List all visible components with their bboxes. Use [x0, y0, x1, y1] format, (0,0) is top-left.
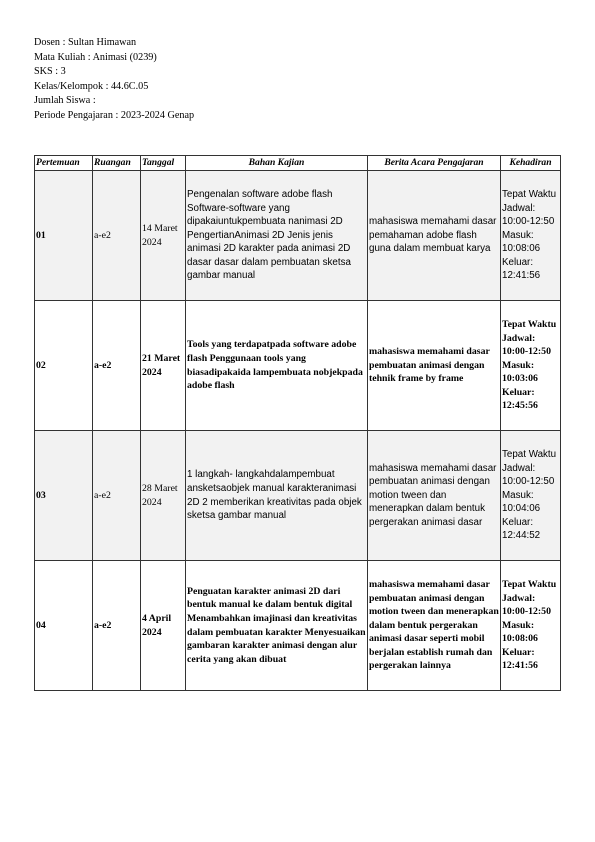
- cell-berita-acara: mahasiswa memahami dasar pembuatan animasi dengan motion tween dan menerapkan dalam bentuk pergerakan animasi dasar: [368, 431, 501, 561]
- cell-tanggal: 4 April 2024: [141, 561, 186, 691]
- cell-bahan-kajian: 1 langkah- langkahdalampembuat ansketsaobjek manual karakteranimasi 2D 2 memberikan kreativitas pada objek sketsa gambar manual: [186, 431, 368, 561]
- cell-pertemuan: 04: [35, 561, 93, 691]
- col-header-ruangan: Ruangan: [93, 156, 141, 171]
- col-header-tanggal: Tanggal: [141, 156, 186, 171]
- cell-kehadiran: Tepat Waktu Jadwal: 10:00-12:50 Masuk: 10:08:06 Keluar: 12:41:56: [501, 561, 561, 691]
- course-info: [34, 36, 194, 124]
- col-header-bahan-kajian: Bahan Kajian: [186, 156, 368, 171]
- cell-pertemuan: 02: [35, 301, 93, 431]
- cell-tanggal: 28 Maret 2024: [141, 431, 186, 561]
- cell-ruangan: a-e2: [93, 171, 141, 301]
- course-line: Mata Kuliah : Animasi (0239): [34, 51, 157, 63]
- cell-bahan-kajian: Pengenalan software adobe flash Software-software yang dipakaiuntukpembuata nanimasi 2D PengertianAnimasi 2D Jenis jenis animasi 2D karakter pada animasi 2D dasar dasar dalam pembuatan sketsa gambar manual: [186, 171, 368, 301]
- col-header-berita-acara: Berita Acara Pengajaran: [368, 156, 501, 171]
- period-line: Periode Pengajaran : 2023-2024 Genap: [34, 109, 195, 121]
- cell-kehadiran: Tepat Waktu Jadwal: 10:00-12:50 Masuk: 10:04:06 Keluar: 12:44:52: [501, 431, 561, 561]
- table-row: [35, 561, 561, 691]
- table-row: [35, 431, 561, 561]
- attendance-table: [34, 155, 561, 691]
- col-header-pertemuan: Pertemuan: [35, 156, 93, 171]
- cell-tanggal: 21 Maret 2024: [141, 301, 186, 431]
- cell-bahan-kajian: Tools yang terdapatpada software adobe flash Penggunaan tools yang biasadipakaida lampembuata nobjekpada adobe flash: [186, 301, 368, 431]
- students-line: Jumlah Siswa :: [34, 95, 96, 107]
- lecturer-line: Dosen : Sultan Himawan: [34, 37, 137, 48]
- cell-pertemuan: 01: [35, 171, 93, 301]
- cell-tanggal: 14 Maret 2024: [141, 171, 186, 301]
- col-header-kehadiran: Kehadiran: [501, 156, 561, 171]
- cell-berita-acara: mahasiswa memahami dasar pembuatan animasi dengan motion tween dan menerapkan dalam bentuk pergerakan animasi dasar seperti mobil berjalan establish rumah dan pergerakan lainnya: [368, 561, 501, 691]
- credits-line: SKS : 3: [34, 66, 66, 78]
- cell-ruangan: a-e2: [93, 561, 141, 691]
- table-header-row: [35, 156, 561, 171]
- table-row: [35, 301, 561, 431]
- cell-berita-acara: mahasiswa memahami dasar pemahaman adobe flash guna dalam membuat karya: [368, 171, 501, 301]
- cell-bahan-kajian: Penguatan karakter animasi 2D dari bentuk manual ke dalam bentuk digital Menambahkan imajinasi dan kreativitas dalam pembuatan karakter Menyesuaikan gambaran karakter animasi dengan alur cerita yang akan dibuat: [186, 561, 368, 691]
- class-line: Kelas/Kelompok : 44.6C.05: [34, 80, 149, 92]
- cell-ruangan: a-e2: [93, 431, 141, 561]
- cell-pertemuan: 03: [35, 431, 93, 561]
- cell-berita-acara: mahasiswa memahami dasar pembuatan animasi dengan tehnik frame by frame: [368, 301, 501, 431]
- table-row: [35, 171, 561, 301]
- cell-ruangan: a-e2: [93, 301, 141, 431]
- cell-kehadiran: Tepat Waktu Jadwal: 10:00-12:50 Masuk: 10:03:06 Keluar: 12:45:56: [501, 301, 561, 431]
- cell-kehadiran: Tepat Waktu Jadwal: 10:00-12:50 Masuk: 10:08:06 Keluar: 12:41:56: [501, 171, 561, 301]
